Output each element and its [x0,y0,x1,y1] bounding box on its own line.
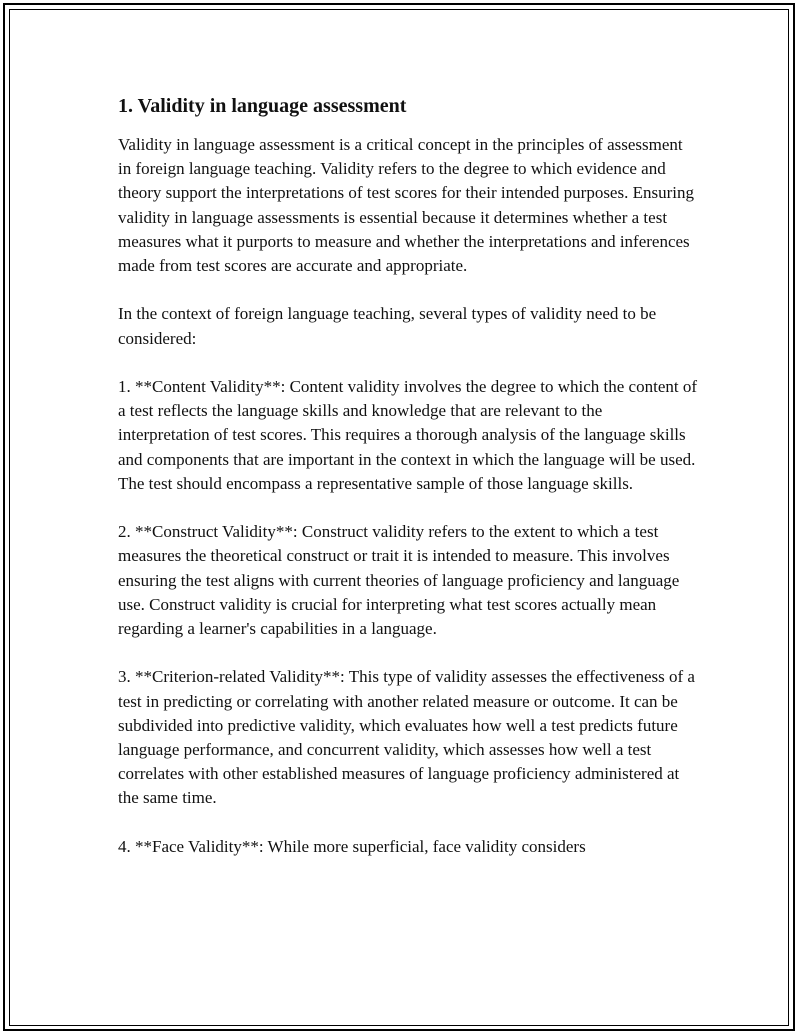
paragraph-context: In the context of foreign language teaching, several types of validity need to be considered: [118,304,657,348]
paragraph-construct-validity: 2. **Construct Validity**: Construct validity refers to the extent to which a test measures the theoretical construct or trait it is intended to measure. This involves ensuring the test aligns with current theories of language proficiency and language use. Construct validity is crucial for interpreting what test scores actually mean regarding a learner's capabilities in a language. [118,522,680,639]
paragraph-face-validity: 4. **Face Validity**: While more superficial, face validity considers [118,836,586,856]
paragraph-content-validity: 1. **Content Validity**: Content validity involves the degree to which the content of a test reflects the language skills and knowledge that are relevant to the interpretation of test scores. This requires a thorough analysis of the language skills and components that are important in the context in which the language will be used. The test should encompass a representative sample of those language skills. [118,377,698,493]
document-page [118,93,698,883]
paragraph-criterion-validity: 3. **Criterion-related Validity**: This type of validity assesses the effectiveness of a test in predicting or correlating with another related measure or outcome. It can be subdivided into predictive validity, which evaluates how well a test predicts future language performance, and concurrent validity, which assesses how well a test correlates with other established measures of language proficiency administered at the same time. [118,667,695,808]
paragraph-intro: Validity in language assessment is a critical concept in the principles of assessment in foreign language teaching. Validity refers to the degree to which evidence and theory support the interpretations of test scores for their intended purposes. Ensuring validity in language assessments is essential because it determines whether a test measures what it purports to measure and whether the interpretations and inferences made from test scores are accurate and appropriate. [118,135,694,276]
section-heading: 1. Validity in language assessment [118,95,407,117]
